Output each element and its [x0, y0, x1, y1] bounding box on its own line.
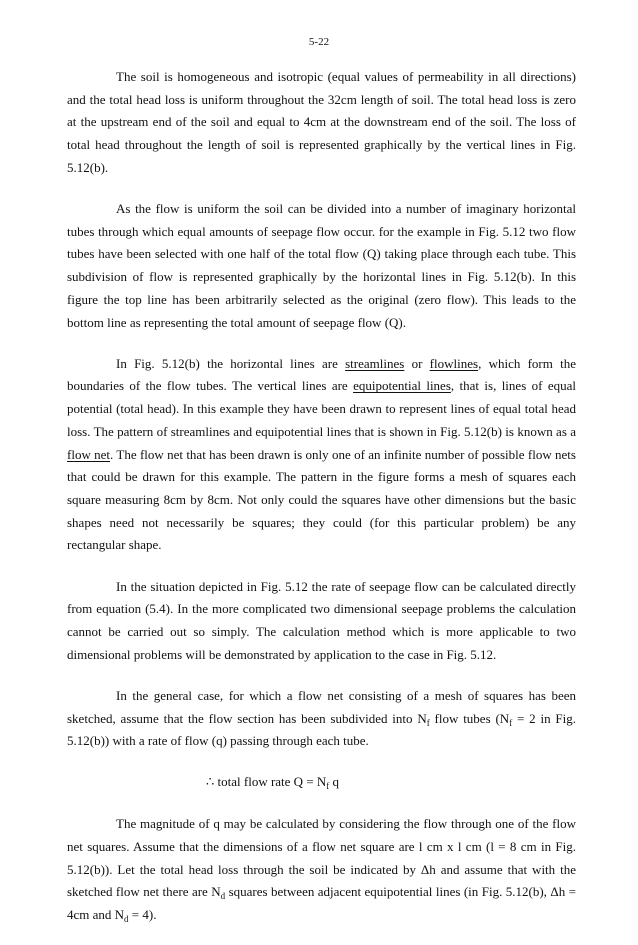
- paragraph-3: [67, 353, 576, 557]
- text-run: In the general case, for which a flow net consisting of a mesh of squares has been sketched, assume that the flow section has been subdivided into N: [67, 687, 576, 726]
- text-run: q: [329, 774, 340, 790]
- subscript: f: [509, 717, 513, 728]
- text-run: The magnitude of q may be calculated by considering the flow through one of the flow net squares. Assume that the dimensions of a flow net square are l cm x l cm (l = 8 cm in Fig. 5.12(b)). Let the total head loss through the soil be indicated by Δh and assume that with the sketched flow net there are N: [67, 816, 576, 900]
- text-run: . The flow net that has been drawn is only one of an infinite number of possible flow nets that could be drawn for this example. The pattern in the figure forms a mesh of squares each square measuring 8cm by 8cm. Not only could the squares have other dimensions but the basic shapes need not necessarily be squares; they could (for this particular problem) be any rectangular shape.: [67, 446, 576, 553]
- body-text: [67, 66, 576, 945]
- equation-total-flow-rate: [67, 771, 576, 794]
- subscript: d: [220, 891, 226, 902]
- term-flowlines: flowlines: [429, 355, 479, 371]
- text-run: or: [404, 355, 430, 371]
- text-run: flow tubes (N: [429, 710, 510, 726]
- text-run: ∴ total flow rate Q = N: [206, 774, 327, 790]
- subscript: f: [326, 781, 330, 792]
- paragraph-1: The soil is homogeneous and isotropic (equal values of permeability in all directions) and the total head loss is uniform throughout the 32cm length of soil. The total head loss is zero at the upstream end of the soil and equal to 4cm at the downstream end of the soil. The loss of total head throughout the length of soil is represented graphically by the vertical lines in Fig. 5.12(b).: [67, 69, 576, 175]
- text-run: = 2 in Fig. 5.12(b)) with a rate of flow (q) passing through each tube.: [67, 710, 576, 749]
- paragraph-4: In the situation depicted in Fig. 5.12 the rate of seepage flow can be calculated directly from equation (5.4). In the more complicated two dimensional seepage problems the calculation cannot be carried out so simply. The calculation method which is more applicable to two dimensional problems will be demonstrated by application to the case in Fig. 5.12.: [67, 578, 576, 662]
- subscript: d: [124, 914, 129, 924]
- term-flow-net: flow net: [67, 446, 111, 462]
- term-equipotential-lines: equipotential lines: [353, 378, 451, 394]
- paragraph-5: [67, 685, 576, 753]
- text-run: In Fig. 5.12(b) the horizontal lines are: [116, 355, 346, 371]
- text-run: squares between adjacent equipotential lines (in Fig. 5.12(b), Δh = 4cm and N: [67, 884, 576, 922]
- text-run: , that is, lines of equal potential (total head). In this example they have been drawn to represent lines of equal total head loss. The pattern of streamlines and equipotential lines that is shown in Fig. 5.12(b) is known as a: [67, 378, 576, 439]
- term-streamlines: streamlines: [345, 355, 405, 371]
- text-run: , which form the boundaries of the flow tubes. The vertical lines are: [67, 355, 576, 394]
- page-number: 5-22: [308, 36, 330, 48]
- paragraph-2: As the flow is uniform the soil can be divided into a number of imaginary horizontal tubes through which equal amounts of seepage flow occur. for the example in Fig. 5.12 two flow tubes have been selected with one half of the total flow (Q) taking place through each tube. This subdivision of flow is represented graphically by the horizontal lines in Fig. 5.12(b). In this figure the top line has been arbitrarily selected as the original (zero flow). This leads to the bottom line as representing the total amount of seepage flow (Q).: [67, 201, 576, 330]
- text-run: = 4).: [128, 907, 157, 922]
- subscript: f: [426, 717, 430, 728]
- paragraph-6: [67, 813, 576, 927]
